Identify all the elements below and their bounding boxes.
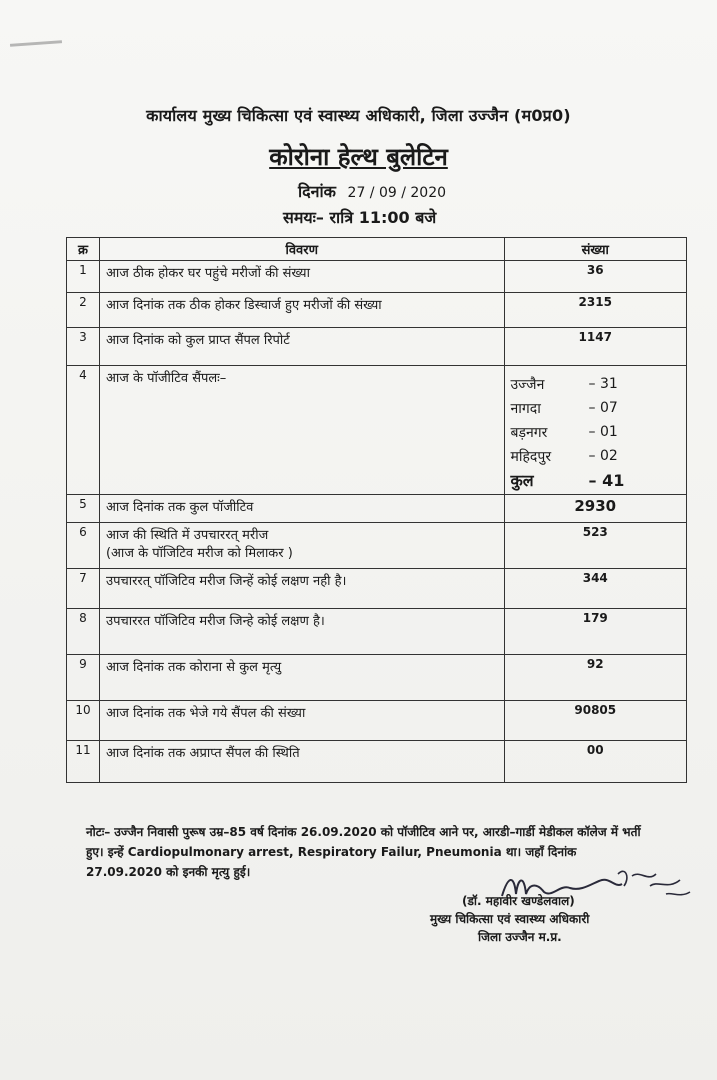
header-sn: क्र [67, 238, 100, 261]
row-desc: आज दिनांक तक कुल पॉजीटिव [99, 495, 504, 523]
row-count: 344 [504, 569, 687, 609]
row-desc: आज दिनांक तक कोराना से कुल मृत्यु [99, 655, 504, 701]
row-sn: 10 [67, 701, 100, 741]
time-line [283, 206, 436, 228]
date-label: दिनांक [298, 182, 336, 201]
breakdown-item [511, 372, 681, 396]
table-row [67, 701, 687, 741]
row-sn: 3 [67, 328, 100, 366]
table-row [67, 495, 687, 523]
row-sn: 4 [67, 366, 100, 495]
row-desc: आज दिनांक तक ठीक होकर डिस्चार्ज हुए मरीजों की संख्या [99, 293, 504, 328]
table-row [67, 655, 687, 701]
row-desc-line: आज की स्थिति में उपचाररत् मरीज [105, 528, 269, 543]
row-sn: 6 [67, 523, 100, 569]
row-desc: आज दिनांक को कुल प्राप्त सैंपल रिपोर्ट [99, 328, 504, 366]
row-desc: आज ठीक होकर घर पहुंचे मरीजों की संख्या [99, 261, 504, 293]
district-name: नागदा [510, 400, 541, 417]
row-sn: 8 [67, 609, 100, 655]
row-count: 523 [504, 523, 687, 569]
row-desc-note: (आज के पॉजिटिव मरीज को मिलाकर ) [105, 546, 293, 561]
row-count: 92 [504, 655, 687, 701]
signatory-location: जिला उज्जैन म.प्र. [478, 930, 562, 944]
bulletin-title: कोरोना हेल्थ बुलेटिन [269, 143, 448, 171]
bulletin-table [66, 237, 687, 783]
district-name: महिदपुर [510, 448, 552, 465]
district-breakdown [504, 366, 687, 495]
row-sn: 5 [67, 495, 100, 523]
row-sn: 9 [67, 655, 100, 701]
district-count: – 07 [588, 400, 618, 416]
row-count: 179 [504, 609, 687, 655]
row-sn: 7 [67, 569, 100, 609]
row-sn: 1 [67, 261, 100, 293]
paper-mark [10, 40, 62, 47]
header-count: संख्या [504, 238, 687, 261]
table-row [67, 569, 687, 609]
row-sn: 11 [67, 741, 100, 783]
row-desc: आज दिनांक तक भेजे गये सैंपल की संख्या [99, 701, 504, 741]
time-value: रात्रि 11:00 बजे [329, 208, 437, 227]
row-desc: उपचाररत् पॉजिटिव मरीज जिन्हें कोई लक्षण नही है। [99, 569, 504, 609]
table-header-row [67, 238, 687, 261]
table-row [67, 523, 687, 569]
header-desc: विवरण [99, 238, 504, 261]
time-label: समयः– [283, 208, 324, 227]
row-desc: उपचाररत पॉजिटिव मरीज जिन्हे कोई लक्षण है। [99, 609, 504, 655]
row-sn: 2 [67, 293, 100, 328]
row-count: 90805 [504, 701, 687, 741]
breakdown-item [511, 444, 681, 468]
breakdown-item [511, 420, 681, 444]
table-row [67, 366, 687, 495]
table-row [67, 293, 687, 328]
signatory-designation: मुख्य चिकित्सा एवं स्वास्थ्य अधिकारी [430, 912, 590, 926]
breakdown-item [511, 396, 681, 420]
date-value: 27 / 09 / 2020 [347, 185, 447, 201]
table-row [67, 328, 687, 366]
district-count: – 31 [588, 376, 618, 392]
total-label: कुल [510, 471, 534, 490]
row-count: 00 [504, 741, 687, 783]
district-count: – 01 [588, 424, 618, 440]
total-count: – 41 [588, 470, 625, 490]
district-name: उज्जैन [510, 376, 545, 393]
district-name: बड़नगर [510, 424, 548, 441]
row-count: 36 [504, 261, 687, 293]
table-row [67, 741, 687, 783]
row-desc: आज दिनांक तक अप्राप्त सैंपल की स्थिति [99, 741, 504, 783]
row-count: 2315 [504, 293, 687, 328]
note-text: उज्जैन निवासी पुरूष उम्र–85 वर्ष दिनांक 26.09.2020 को पॉजीटिव आने पर, आरडी–गार्डी मेडीकल कॉलेज में भर्ती हुए। इन्हें Cardiopulmonary arrest, Respiratory Failur, Pneumonia था। जहॉं दिनांक 27.09.2020 को इनकी मृत्यु हुई। [86, 825, 641, 879]
signatory-block [430, 892, 660, 946]
breakdown-total [511, 468, 681, 492]
table-row [67, 609, 687, 655]
row-desc: आज के पॉजीटिव सैंपलः– [99, 366, 504, 495]
row-count: 2930 [504, 495, 687, 523]
row-count: 1147 [504, 328, 687, 366]
district-count: – 02 [588, 448, 618, 464]
signatory-name: (डॉ. महावीर खण्डेलवाल) [462, 894, 575, 908]
office-heading: कार्यालय मुख्य चिकित्सा एवं स्वास्थ्य अधिकारी, जिला उज्जैन (म0प्र0) [146, 106, 571, 125]
table-row [67, 261, 687, 293]
row-desc [99, 523, 504, 569]
date-line [298, 180, 446, 202]
note-label: नोटः– [86, 825, 111, 839]
